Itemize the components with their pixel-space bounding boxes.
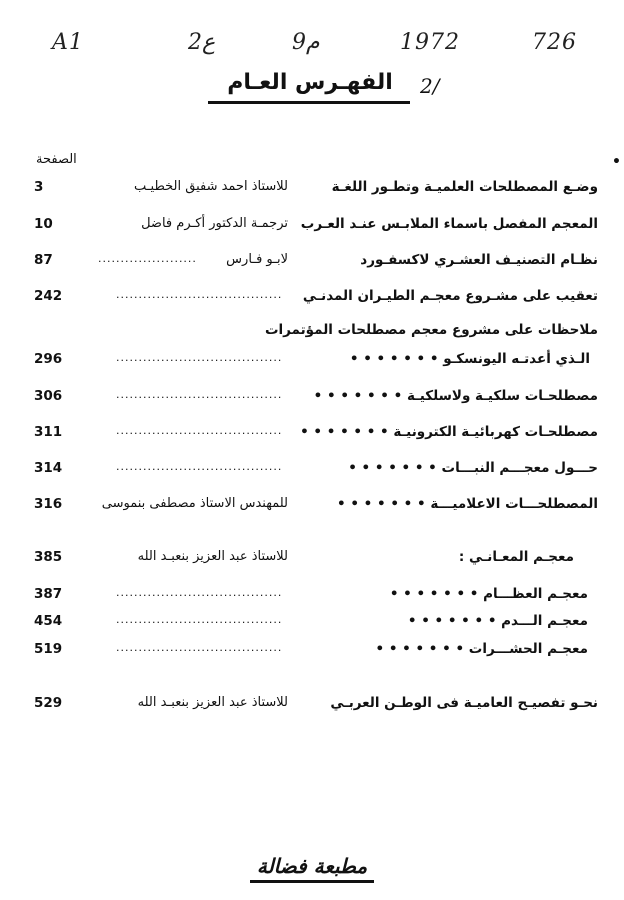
page-title: الفهـرس العـام [227,70,393,95]
entry-title: معجـم الـــدم • • • • • • • [407,613,588,629]
entry-page: 519 [34,641,63,657]
entry-page: 314 [34,460,63,476]
entry-page: 10 [34,216,53,232]
entry-page: 387 [34,586,63,602]
list-item [0,216,624,238]
entry-page: 316 [34,496,63,512]
list-item [0,288,624,310]
list-item [0,179,624,201]
leader-dots: ..................................... [116,460,283,473]
entry-page: 296 [34,351,63,367]
entry-title: المصطلحـــات الاعلاميـــة • • • • • • • [337,496,598,512]
leader-dots: ..................................... [116,388,283,401]
handwritten-title-mark: 2/ [420,74,440,98]
entry-title: حـــول معجـــم النبـــات • • • • • • • [348,460,598,476]
entry-title: المعجم المفصل باسماء الملابـس عنـد العـرب [300,216,598,232]
entry-author: للمهندس الاستاذ مصطفى بنموسى [101,496,288,511]
entry-page: 311 [34,424,63,440]
leader-dots: ..................................... [116,586,283,599]
leader-dots: ..................................... [116,424,283,437]
entry-title: تعقيب على مشـروع معجـم الطيـران المدنـي [302,288,598,304]
list-item [0,351,624,373]
list-item [0,613,624,635]
entry-title: وضـع المصطلحات العلميـة وتطـور اللغـة [331,179,598,195]
entry-page: 306 [34,388,63,404]
handwritten-year: 1972 [400,30,460,55]
margin-mark: • [612,154,621,170]
entry-title: مصطلحـات سلكيـة ولاسلكيـة • • • • • • • [313,388,598,404]
title-underline [208,101,410,104]
printer-logo: مطبعة فضالة [256,854,368,878]
handwritten-number: 726 [532,30,577,55]
entry-title: الـذي أعدتـه اليونسكـو • • • • • • • [349,351,590,367]
leader-dots: ..................................... [116,288,283,301]
list-item [0,388,624,410]
entry-title: نظـام التصنيـف العشـري لاكسفـورد [360,252,598,268]
entry-page: 87 [34,252,53,268]
leader-dots: ..................................... [116,351,283,364]
handwritten-issue: 2ع [188,30,216,55]
list-item [0,424,624,446]
entry-page: 242 [34,288,63,304]
entry-title: معجـم الحشـــرات • • • • • • • [375,641,588,657]
handwritten-code: A1 [52,30,84,55]
list-item [0,586,624,608]
handwritten-volume: 9م [292,30,320,55]
list-item [0,496,624,518]
list-item [0,252,624,274]
list-item [0,460,624,482]
list-item [0,641,624,663]
entry-title: مصطلحـات كهربائيـة الكترونيـة • • • • • • • [300,424,598,440]
leader-dots: ...................... [98,252,197,265]
leader-dots: ..................................... [116,613,283,626]
entry-title: معجـم العظـــام • • • • • • • [389,586,588,602]
page-column-header: الصفحة [36,152,77,167]
entry-title: نحـو تفصيـح العاميـة فى الوطـن العربـي [330,695,598,711]
leader-dots: ..................................... [116,641,283,654]
entry-page: 454 [34,613,63,629]
logo-underline [250,880,374,883]
list-item [0,695,624,717]
entry-page: 3 [34,179,44,195]
list-item [0,549,624,571]
entry-author: للاستاذ عبد العزيز بنعبـد الله [137,549,288,564]
entry-page: 385 [34,549,63,565]
list-item [0,322,624,344]
entry-title: ملاحظات على مشروع معجم مصطلحات المؤتمرات [264,322,598,338]
entry-author: لابـو فـارس [226,252,288,267]
entry-page: 529 [34,695,63,711]
entry-author: للاستاذ احمد شفيق الخطيـب [133,179,288,194]
entry-title: معجـم المعـانـي : [458,549,574,565]
entry-author: ترجمـة الدكتور أكـرم فاضل [141,216,288,231]
entry-author: للاستاذ عبد العزيز بنعبـد الله [137,695,288,710]
